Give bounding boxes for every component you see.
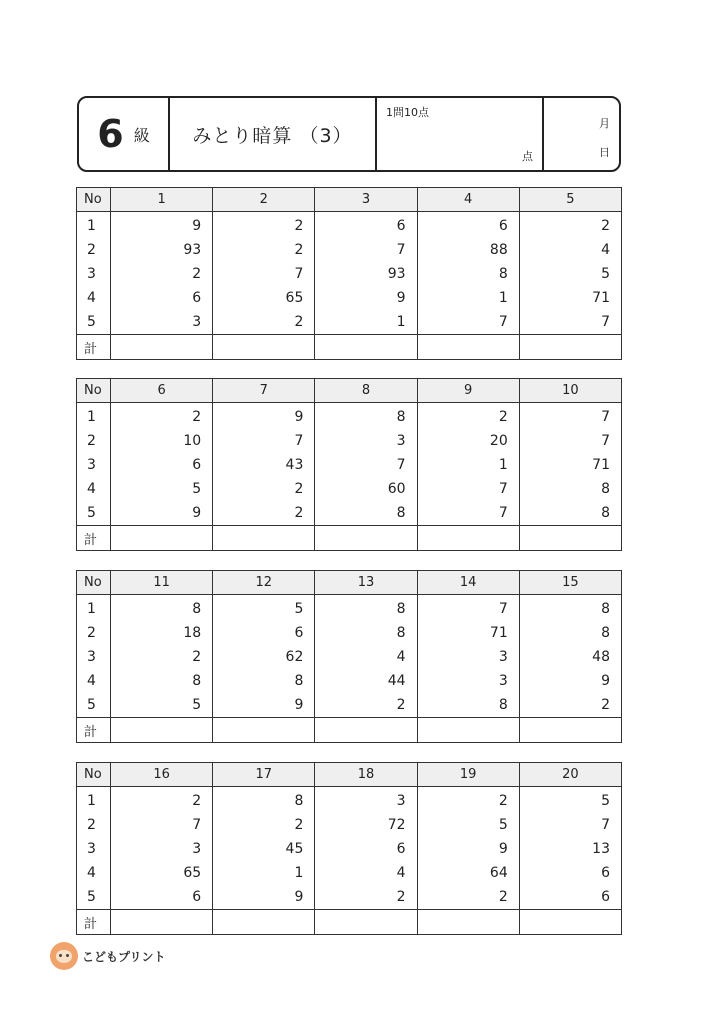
number-cell: 43 — [213, 453, 315, 477]
worksheet-header — [77, 96, 621, 172]
number-cell: 2 — [213, 813, 315, 837]
problem-number: 9 — [417, 379, 519, 403]
number-cell: 2 — [111, 787, 213, 814]
number-cell: 3 — [111, 310, 213, 335]
problem-number: 1 — [111, 188, 213, 212]
number-cell: 8 — [519, 595, 621, 622]
total-label: 計 — [77, 526, 111, 551]
answer-field[interactable] — [417, 526, 519, 551]
row-number: 1 — [77, 212, 111, 239]
score-note: 1問10点 — [386, 106, 429, 119]
problem-number: 19 — [417, 763, 519, 787]
number-cell: 5 — [111, 693, 213, 718]
score-unit: 点 — [522, 150, 533, 163]
number-cell: 6 — [315, 212, 417, 239]
number-cell: 88 — [417, 238, 519, 262]
grade-number: 6 — [97, 112, 124, 156]
number-cell: 7 — [519, 429, 621, 453]
number-cell: 8 — [519, 477, 621, 501]
row-number: 1 — [77, 403, 111, 430]
number-cell: 2 — [417, 403, 519, 430]
total-label: 計 — [77, 335, 111, 360]
number-cell: 4 — [315, 645, 417, 669]
number-cell: 9 — [213, 885, 315, 910]
row-number: 2 — [77, 813, 111, 837]
number-cell: 5 — [417, 813, 519, 837]
row-number: 1 — [77, 787, 111, 814]
number-cell: 5 — [519, 262, 621, 286]
number-cell: 60 — [315, 477, 417, 501]
number-cell: 18 — [111, 621, 213, 645]
number-cell: 2 — [519, 212, 621, 239]
number-cell: 3 — [111, 837, 213, 861]
brand-logo — [50, 942, 166, 970]
problem-table — [76, 570, 622, 743]
no-header: No — [77, 571, 111, 595]
number-cell: 1 — [417, 286, 519, 310]
number-cell: 5 — [213, 595, 315, 622]
number-cell: 71 — [519, 286, 621, 310]
problem-table — [76, 762, 622, 935]
row-number: 5 — [77, 310, 111, 335]
number-cell: 6 — [111, 885, 213, 910]
no-header: No — [77, 763, 111, 787]
row-number: 4 — [77, 286, 111, 310]
number-cell: 9 — [417, 837, 519, 861]
number-cell: 8 — [417, 262, 519, 286]
number-cell: 6 — [111, 453, 213, 477]
row-number: 4 — [77, 861, 111, 885]
number-cell: 2 — [213, 477, 315, 501]
answer-field[interactable] — [315, 718, 417, 743]
number-cell: 9 — [519, 669, 621, 693]
number-cell: 3 — [417, 669, 519, 693]
answer-field[interactable] — [417, 910, 519, 935]
number-cell: 20 — [417, 429, 519, 453]
answer-field[interactable] — [315, 335, 417, 360]
problem-number: 4 — [417, 188, 519, 212]
number-cell: 93 — [315, 262, 417, 286]
number-cell: 1 — [315, 310, 417, 335]
number-cell: 7 — [315, 238, 417, 262]
number-cell: 2 — [213, 212, 315, 239]
number-cell: 2 — [111, 645, 213, 669]
number-cell: 48 — [519, 645, 621, 669]
number-cell: 65 — [111, 861, 213, 885]
row-number: 3 — [77, 262, 111, 286]
grade-unit: 級 — [133, 125, 150, 145]
problem-number: 8 — [315, 379, 417, 403]
number-cell: 65 — [213, 286, 315, 310]
problem-number: 20 — [519, 763, 621, 787]
answer-field[interactable] — [417, 335, 519, 360]
row-number: 2 — [77, 429, 111, 453]
problem-number: 12 — [213, 571, 315, 595]
number-cell: 6 — [417, 212, 519, 239]
number-cell: 10 — [111, 429, 213, 453]
number-cell: 1 — [417, 453, 519, 477]
number-cell: 8 — [315, 501, 417, 526]
row-number: 3 — [77, 453, 111, 477]
problem-number: 14 — [417, 571, 519, 595]
number-cell: 2 — [111, 262, 213, 286]
number-cell: 2 — [213, 501, 315, 526]
row-number: 4 — [77, 477, 111, 501]
number-cell: 7 — [519, 813, 621, 837]
row-number: 2 — [77, 238, 111, 262]
total-label: 計 — [77, 718, 111, 743]
number-cell: 3 — [315, 787, 417, 814]
cat-face-icon — [50, 942, 78, 970]
number-cell: 7 — [213, 429, 315, 453]
number-cell: 7 — [315, 453, 417, 477]
number-cell: 13 — [519, 837, 621, 861]
brand-name: こどもプリント — [82, 949, 166, 964]
score-field[interactable] — [377, 98, 544, 170]
number-cell: 7 — [519, 310, 621, 335]
answer-field[interactable] — [519, 910, 621, 935]
number-cell: 9 — [213, 693, 315, 718]
number-cell: 6 — [519, 861, 621, 885]
number-cell: 6 — [111, 286, 213, 310]
number-cell: 4 — [315, 861, 417, 885]
number-cell: 8 — [519, 501, 621, 526]
number-cell: 7 — [417, 477, 519, 501]
row-number: 2 — [77, 621, 111, 645]
number-cell: 7 — [213, 262, 315, 286]
answer-field[interactable] — [315, 526, 417, 551]
number-cell: 2 — [417, 885, 519, 910]
number-cell: 9 — [111, 501, 213, 526]
row-number: 4 — [77, 669, 111, 693]
answer-field[interactable] — [111, 718, 213, 743]
month-label: 月 — [599, 117, 610, 130]
number-cell: 2 — [417, 787, 519, 814]
number-cell: 45 — [213, 837, 315, 861]
answer-field[interactable] — [213, 718, 315, 743]
number-cell: 5 — [519, 787, 621, 814]
problem-number: 17 — [213, 763, 315, 787]
problem-number: 15 — [519, 571, 621, 595]
row-number: 3 — [77, 645, 111, 669]
problem-number: 18 — [315, 763, 417, 787]
problem-number: 5 — [519, 188, 621, 212]
answer-field[interactable] — [111, 526, 213, 551]
answer-field[interactable] — [519, 335, 621, 360]
number-cell: 8 — [315, 621, 417, 645]
number-cell: 7 — [519, 403, 621, 430]
problem-number: 10 — [519, 379, 621, 403]
answer-field[interactable] — [417, 718, 519, 743]
number-cell: 3 — [315, 429, 417, 453]
number-cell: 1 — [213, 861, 315, 885]
problem-number: 11 — [111, 571, 213, 595]
number-cell: 71 — [417, 621, 519, 645]
answer-field[interactable] — [213, 335, 315, 360]
number-cell: 6 — [519, 885, 621, 910]
problem-number: 2 — [213, 188, 315, 212]
answer-field[interactable] — [519, 718, 621, 743]
answer-field[interactable] — [213, 910, 315, 935]
number-cell: 8 — [111, 669, 213, 693]
number-cell: 71 — [519, 453, 621, 477]
number-cell: 7 — [417, 501, 519, 526]
number-cell: 8 — [519, 621, 621, 645]
problem-number: 6 — [111, 379, 213, 403]
number-cell: 9 — [315, 286, 417, 310]
problem-number: 16 — [111, 763, 213, 787]
no-header: No — [77, 379, 111, 403]
number-cell: 64 — [417, 861, 519, 885]
number-cell: 93 — [111, 238, 213, 262]
number-cell: 8 — [315, 403, 417, 430]
number-cell: 9 — [111, 212, 213, 239]
answer-field[interactable] — [111, 910, 213, 935]
answer-field[interactable] — [111, 335, 213, 360]
row-number: 1 — [77, 595, 111, 622]
number-cell: 7 — [417, 310, 519, 335]
number-cell: 6 — [315, 837, 417, 861]
number-cell: 8 — [417, 693, 519, 718]
problem-table — [76, 378, 622, 551]
number-cell: 44 — [315, 669, 417, 693]
date-field[interactable] — [544, 98, 619, 170]
number-cell: 7 — [417, 595, 519, 622]
number-cell: 72 — [315, 813, 417, 837]
number-cell: 7 — [111, 813, 213, 837]
worksheet-title: みとり暗算 （3） — [170, 98, 377, 170]
number-cell: 2 — [111, 403, 213, 430]
problem-number: 13 — [315, 571, 417, 595]
number-cell: 9 — [213, 403, 315, 430]
row-number: 3 — [77, 837, 111, 861]
answer-field[interactable] — [519, 526, 621, 551]
row-number: 5 — [77, 885, 111, 910]
number-cell: 62 — [213, 645, 315, 669]
answer-field[interactable] — [213, 526, 315, 551]
number-cell: 2 — [213, 310, 315, 335]
problem-number: 3 — [315, 188, 417, 212]
day-label: 日 — [599, 146, 610, 159]
number-cell: 2 — [213, 238, 315, 262]
number-cell: 2 — [315, 693, 417, 718]
problem-number: 7 — [213, 379, 315, 403]
number-cell: 6 — [213, 621, 315, 645]
answer-field[interactable] — [315, 910, 417, 935]
number-cell: 8 — [213, 787, 315, 814]
no-header: No — [77, 188, 111, 212]
number-cell: 2 — [519, 693, 621, 718]
number-cell: 4 — [519, 238, 621, 262]
total-label: 計 — [77, 910, 111, 935]
row-number: 5 — [77, 693, 111, 718]
number-cell: 8 — [111, 595, 213, 622]
number-cell: 2 — [315, 885, 417, 910]
row-number: 5 — [77, 501, 111, 526]
grade-cell — [79, 98, 170, 170]
problem-table — [76, 187, 622, 360]
number-cell: 8 — [315, 595, 417, 622]
number-cell: 5 — [111, 477, 213, 501]
number-cell: 3 — [417, 645, 519, 669]
number-cell: 8 — [213, 669, 315, 693]
